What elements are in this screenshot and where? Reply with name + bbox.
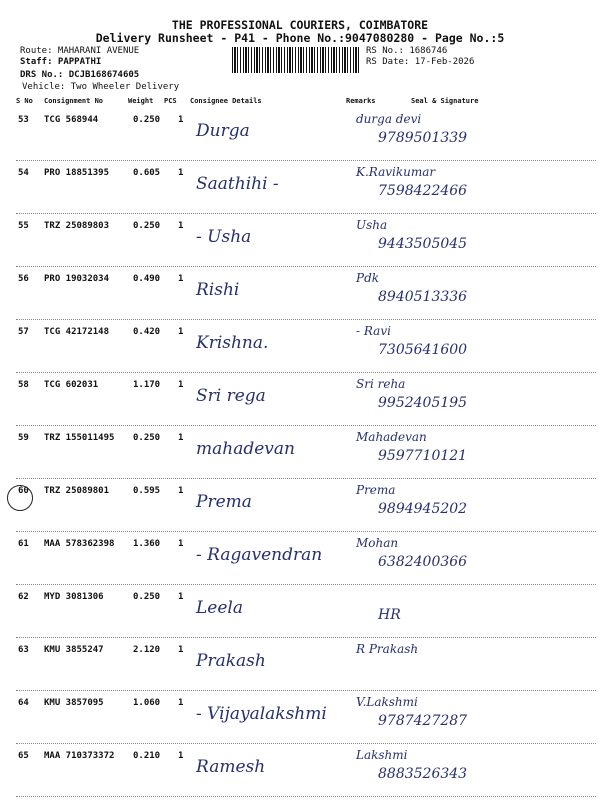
sno-cell: 57	[18, 327, 29, 337]
consignment-cell: PRO 18851395	[44, 168, 110, 178]
sno-cell: 60	[18, 486, 29, 496]
sno-cell: 56	[18, 274, 29, 284]
consignee-handwriting: mahadevan	[196, 439, 295, 459]
col-seal: Seal & Signature	[411, 97, 479, 105]
signature-phone: 9789501339	[378, 130, 468, 146]
consignee-handwriting: - Vijayalakshmi	[196, 704, 327, 724]
consignee-handwriting: Rishi	[196, 280, 240, 300]
weight-cell: 0.250	[133, 115, 161, 125]
table-row	[16, 425, 596, 479]
route-label: Route: MAHARANI AVENUE	[20, 46, 140, 56]
weight-cell: 0.490	[133, 274, 161, 284]
consignment-cell: TRZ 25089803	[44, 221, 110, 231]
signature-phone: HR	[378, 607, 401, 623]
signature-handwriting: Mahadevan	[356, 430, 427, 444]
signature-handwriting: Sri reha	[356, 377, 406, 391]
consignment-cell: MAA 710373372	[44, 751, 115, 761]
consignment-cell: TCG 568944	[44, 115, 99, 125]
rs-number: RS No.: 1686746	[366, 46, 448, 56]
pcs-cell: 1	[178, 433, 184, 443]
sno-cell: 58	[18, 380, 29, 390]
signature-phone: 8883526343	[378, 766, 468, 782]
weight-cell: 0.250	[133, 433, 161, 443]
vehicle-label: Vehicle: Two Wheeler Delivery	[22, 82, 180, 92]
consignee-handwriting: - Usha	[196, 227, 252, 247]
col-pcs: PCS	[164, 97, 177, 105]
pcs-cell: 1	[178, 380, 184, 390]
signature-phone: 6382400366	[378, 554, 468, 570]
weight-cell: 0.595	[133, 486, 161, 496]
table-row	[16, 213, 596, 267]
signature-phone: 9443505045	[378, 236, 468, 252]
consignee-handwriting: Sri rega	[196, 386, 266, 406]
pcs-cell: 1	[178, 168, 184, 178]
consignee-handwriting: Prakash	[196, 651, 266, 671]
table-row	[16, 107, 596, 161]
consignment-cell: TRZ 155011495	[44, 433, 115, 443]
weight-cell: 0.250	[133, 592, 161, 602]
weight-cell: 1.060	[133, 698, 161, 708]
consignee-handwriting: Durga	[196, 121, 250, 141]
table-row	[16, 160, 596, 214]
consignee-handwriting: Prema	[196, 492, 252, 512]
col-consignment: Consignment No	[44, 97, 104, 105]
pcs-cell: 1	[178, 592, 184, 602]
signature-handwriting: Pdk	[356, 271, 380, 285]
consignment-cell: TCG 42172148	[44, 327, 110, 337]
table-row	[16, 743, 596, 797]
signature-phone: 9894945202	[378, 501, 468, 517]
table-row	[16, 319, 596, 373]
weight-cell: 2.120	[133, 645, 161, 655]
sno-cell: 61	[18, 539, 29, 549]
signature-phone: 9952405195	[378, 395, 468, 411]
pcs-cell: 1	[178, 115, 184, 125]
sno-cell: 62	[18, 592, 29, 602]
sno-cell: 63	[18, 645, 29, 655]
signature-handwriting: durga devi	[356, 112, 422, 126]
consignee-handwriting: Leela	[196, 598, 243, 618]
table-row	[16, 584, 596, 638]
weight-cell: 1.170	[133, 380, 161, 390]
signature-phone: 9597710121	[378, 448, 468, 464]
signature-handwriting: - Ravi	[356, 324, 391, 338]
barcode	[232, 47, 360, 73]
consignee-handwriting: - Ragavendran	[196, 545, 323, 565]
weight-cell: 0.250	[133, 221, 161, 231]
signature-phone: 8940513336	[378, 289, 468, 305]
sno-cell: 65	[18, 751, 29, 761]
consignment-cell: TCG 602031	[44, 380, 99, 390]
col-remarks: Remarks	[346, 97, 376, 105]
consignment-cell: KMU 3857095	[44, 698, 104, 708]
table-header	[16, 95, 596, 107]
signature-phone: 7598422466	[378, 183, 468, 199]
signature-handwriting: R Prakash	[356, 642, 419, 656]
signature-handwriting: Usha	[356, 218, 388, 232]
sno-cell: 54	[18, 168, 29, 178]
signature-handwriting: Mohan	[356, 536, 399, 550]
consignee-handwriting: Ramesh	[196, 757, 266, 777]
consignment-cell: PRO 19032034	[44, 274, 110, 284]
company-title: THE PROFESSIONAL COURIERS, COIMBATORE	[171, 18, 429, 32]
consignee-handwriting: Saathihi -	[196, 174, 279, 194]
col-sno: S No	[16, 97, 33, 105]
col-consignee: Consignee Details	[190, 97, 262, 105]
consignment-cell: MYD 3081306	[44, 592, 104, 602]
consignment-cell: KMU 3855247	[44, 645, 104, 655]
pcs-cell: 1	[178, 751, 184, 761]
table-row	[16, 690, 596, 744]
weight-cell: 1.360	[133, 539, 161, 549]
pcs-cell: 1	[178, 221, 184, 231]
runsheet-subtitle: Delivery Runsheet - P41 - Phone No.:9047080280 - Page No.:5	[95, 31, 505, 45]
signature-handwriting: Prema	[356, 483, 396, 497]
weight-cell: 0.210	[133, 751, 161, 761]
sno-cell: 59	[18, 433, 29, 443]
pcs-cell: 1	[178, 327, 184, 337]
consignment-cell: TRZ 25089801	[44, 486, 110, 496]
consignment-cell: MAA 578362398	[44, 539, 115, 549]
pcs-cell: 1	[178, 486, 184, 496]
col-weight: Weight	[128, 97, 154, 105]
row-62-circle-mark	[7, 485, 33, 511]
rs-date: RS Date: 17-Feb-2026	[366, 57, 475, 67]
pcs-cell: 1	[178, 539, 184, 549]
table-row	[16, 478, 596, 532]
pcs-cell: 1	[178, 645, 184, 655]
signature-phone: 9787427287	[378, 713, 468, 729]
sno-cell: 53	[18, 115, 29, 125]
pcs-cell: 1	[178, 698, 184, 708]
weight-cell: 0.420	[133, 327, 161, 337]
table-row	[16, 531, 596, 585]
signature-handwriting: K.Ravikumar	[356, 165, 436, 179]
drs-number: DRS No.: DCJB168674605	[20, 70, 140, 80]
consignee-handwriting: Krishna.	[196, 333, 269, 353]
sno-cell: 55	[18, 221, 29, 231]
pcs-cell: 1	[178, 274, 184, 284]
sno-cell: 64	[18, 698, 29, 708]
table-row	[16, 266, 596, 320]
table-row	[16, 372, 596, 426]
table-row	[16, 637, 596, 691]
signature-handwriting: Lakshmi	[356, 748, 408, 762]
signature-phone: 7305641600	[378, 342, 468, 358]
weight-cell: 0.605	[133, 168, 161, 178]
staff-label: Staff: PAPPATHI	[20, 57, 102, 67]
signature-handwriting: V.Lakshmi	[356, 695, 418, 709]
